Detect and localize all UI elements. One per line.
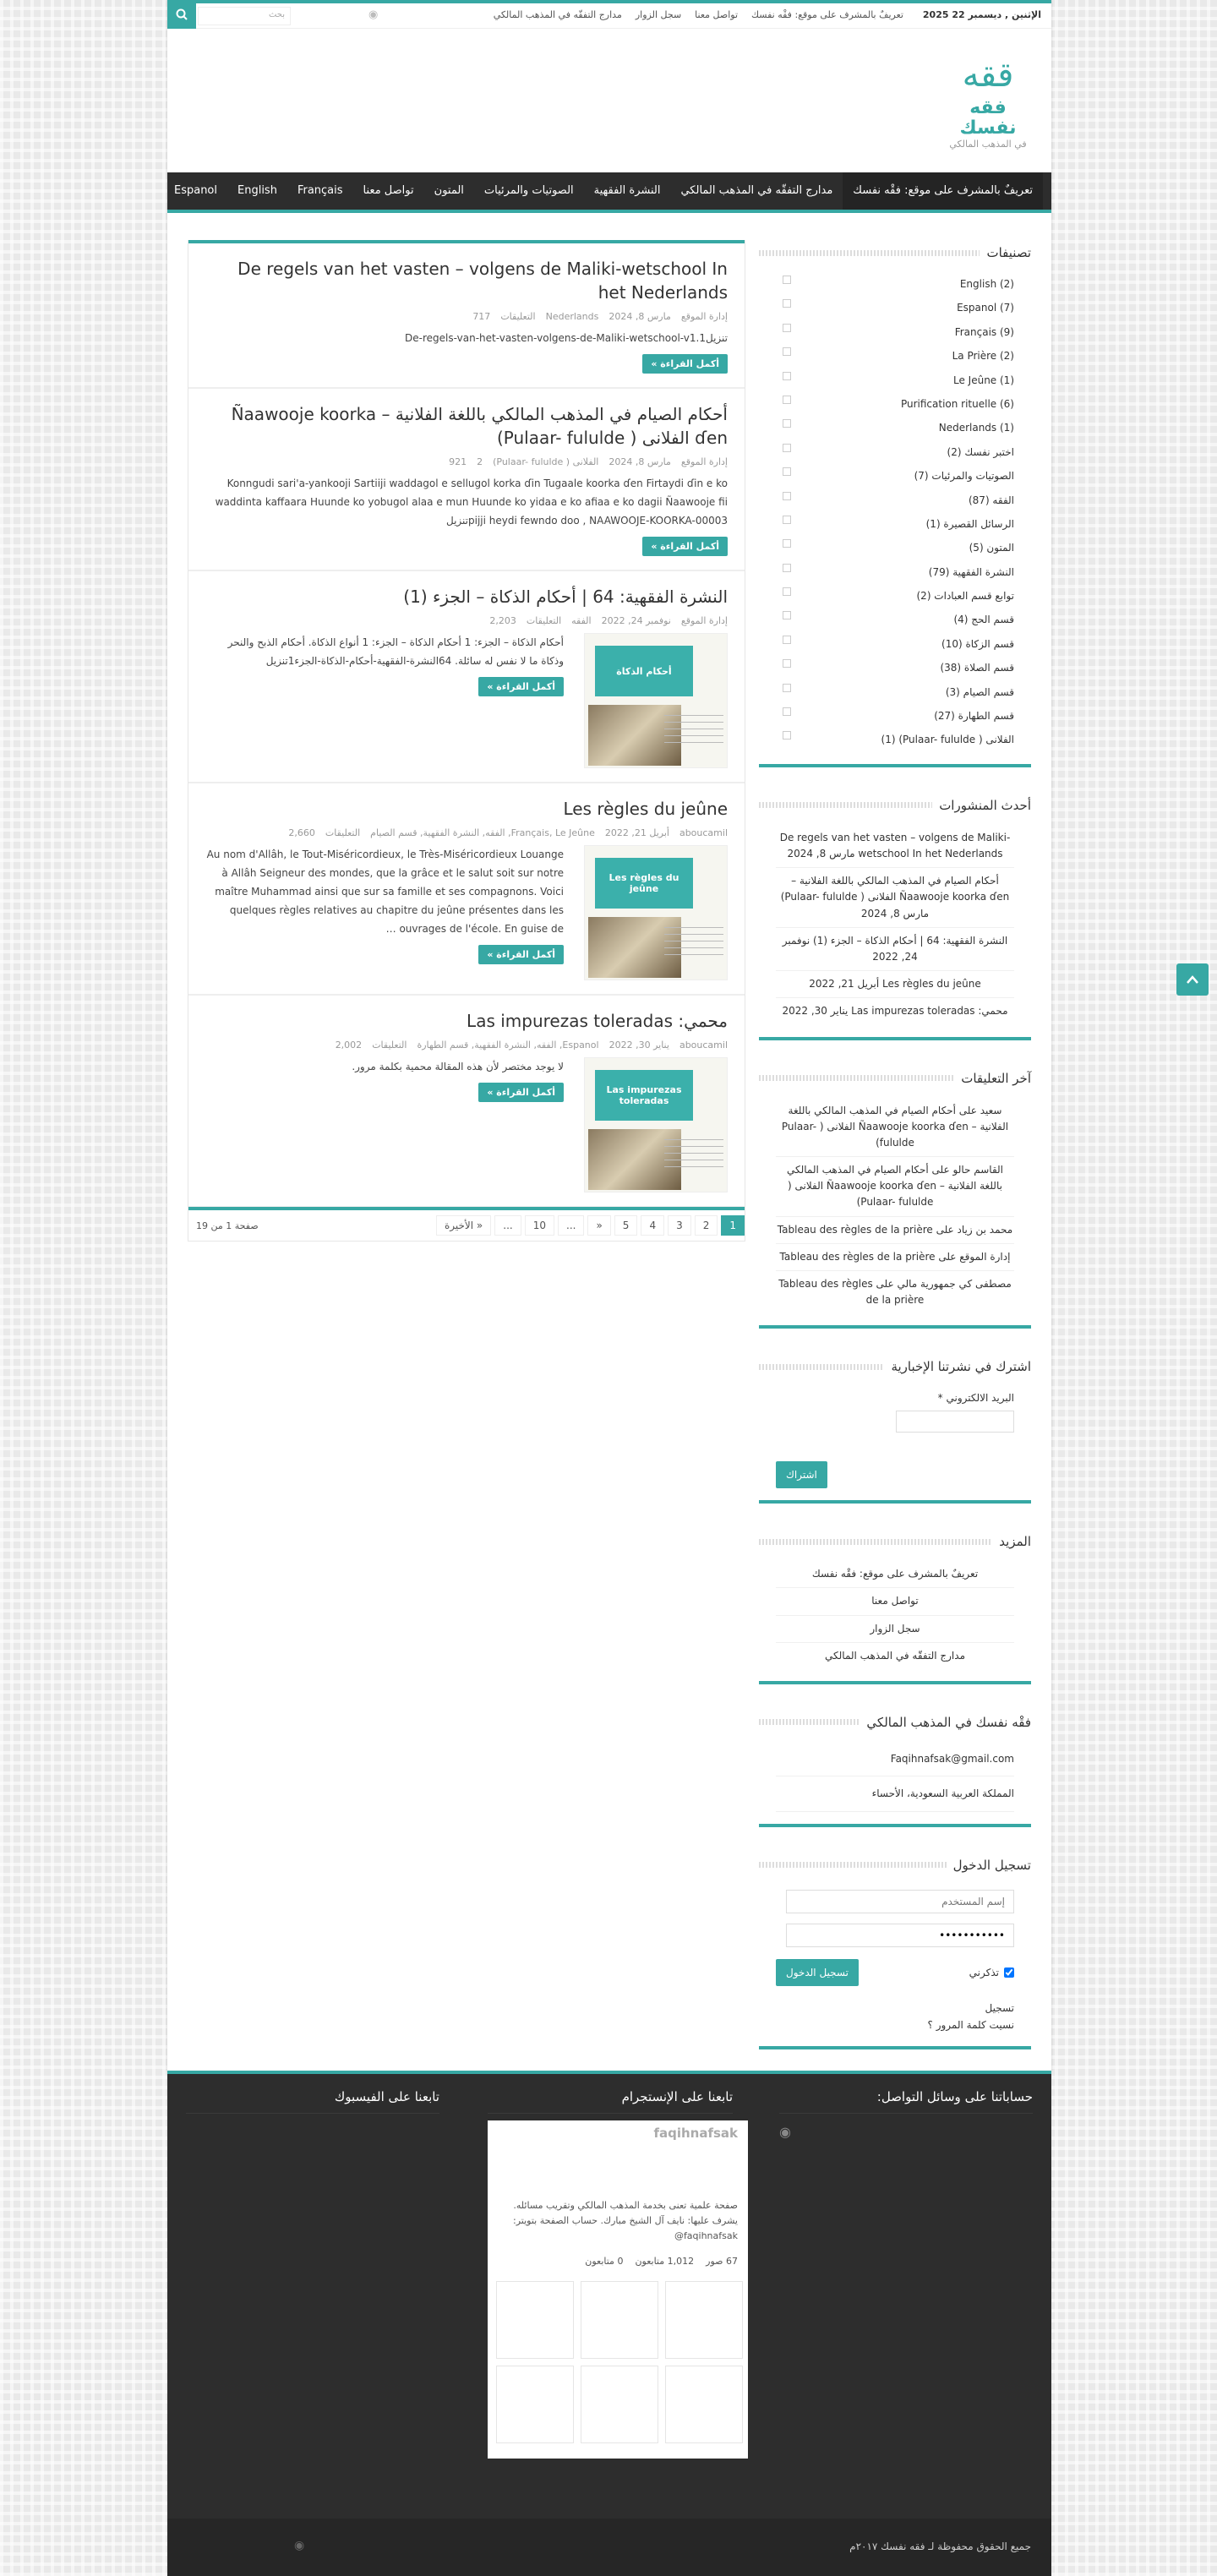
- post-excerpt[interactable]: تنزيلDe-regels-van-het-vasten-volgens-de-Maliki-wetschool-v1.1: [405, 332, 728, 344]
- category-label: قسم الصلاة (38): [940, 662, 1014, 674]
- nav-item[interactable]: النشرة الفقهية: [593, 184, 661, 197]
- nav-item[interactable]: مدارج التفقّه في المذهب المالكي: [680, 184, 833, 197]
- category-item[interactable]: [776, 368, 1014, 392]
- email-label: البريد الالكتروني *: [937, 1392, 1014, 1405]
- read-more-button[interactable]: أكمل القراءة »: [478, 677, 564, 696]
- checkbox-icon: [783, 587, 791, 596]
- instagram-posts: 67 صور: [706, 2256, 738, 2267]
- instagram-photo[interactable]: [665, 2281, 743, 2359]
- nav-item[interactable]: تعريفٌ بالمشرف على موقع: فقْه نفسك: [843, 172, 1043, 210]
- category-label: Nederlands (1): [938, 422, 1014, 434]
- category-label: المتون (5): [969, 542, 1014, 554]
- read-more-button[interactable]: أكمل القراءة »: [642, 354, 728, 374]
- remember-checkbox[interactable]: [1004, 1967, 1014, 1978]
- widget-title: المزيد: [759, 1529, 1031, 1558]
- category-label: الصوتيات والمرئيات (7): [914, 470, 1014, 483]
- footer-facebook: [186, 2089, 439, 2114]
- category-item[interactable]: [776, 464, 1014, 488]
- instagram-stats: [585, 2256, 738, 2267]
- page-link[interactable]: 2: [695, 1215, 718, 1236]
- subscribe-button[interactable]: اشتراك: [776, 1461, 827, 1488]
- post-date: أبريل 21, 2022: [604, 827, 669, 838]
- read-more-button[interactable]: أكمل القراءة »: [478, 945, 564, 964]
- contact-email[interactable]: Faqihnafsak@gmail.com: [776, 1742, 1014, 1776]
- post-views: 717: [472, 311, 491, 322]
- instagram-photo[interactable]: [496, 2366, 574, 2443]
- read-more-button[interactable]: أكمل القراءة »: [478, 1083, 564, 1102]
- checkbox-icon: [783, 492, 791, 500]
- category-label: Le Jeûne (1): [953, 374, 1014, 386]
- post-comments[interactable]: التعليقات: [526, 615, 562, 626]
- copyright-bar: [167, 2519, 1051, 2576]
- post-author[interactable]: إدارة الموقع: [680, 615, 728, 626]
- footer-social: [779, 2089, 1033, 2140]
- post-item: [188, 995, 745, 1207]
- post-excerpt: Au nom d'Allâh, le Tout-Miséricordieux, le Très-Miséricordieux Louange à Allâh Seigneur des mondes, que la grâce et le salut soit sur notre maître Muhammad ainsi que sur sa famille et ses compagnons. Voici quelques règles relatives au chapitre du jeûne présentes dans les ouvrages de l'école. En guise de …: [206, 849, 564, 935]
- comment-item[interactable]: إدارة الموقع على Tableau des règles de la prière: [776, 1244, 1014, 1271]
- post-comments[interactable]: التعليقات: [325, 827, 361, 838]
- sidebar: [759, 240, 1031, 2075]
- checkbox-icon: [783, 611, 791, 619]
- nav-item[interactable]: Français: [297, 184, 343, 197]
- footer-instagram: [488, 2089, 738, 2459]
- recent-list: [759, 821, 1031, 1037]
- footer: [167, 2071, 1051, 2519]
- thumbnail-text-lines: [664, 1139, 723, 1173]
- recent-post-item[interactable]: محمي: Las impurezas toleradas يناير 30, 2022: [782, 1005, 1008, 1018]
- more-link-item[interactable]: سجل الزوار: [776, 1616, 1014, 1643]
- page-link[interactable]: 4: [641, 1215, 664, 1236]
- post-author[interactable]: إدارة الموقع: [680, 456, 728, 467]
- thumbnail-title: Les règles du jeûne: [595, 858, 693, 909]
- checkbox-icon: [783, 731, 791, 740]
- checkbox-icon: [783, 684, 791, 692]
- post-author[interactable]: إدارة الموقع: [680, 311, 728, 322]
- post-meta: [205, 456, 728, 467]
- page-link[interactable]: 10: [525, 1215, 554, 1236]
- category-label: Espanol (7): [957, 302, 1014, 314]
- top-bar: [167, 0, 1051, 29]
- category-label: النشرة الفقهية (79): [928, 565, 1014, 578]
- widget-title: تسجيل الدخول: [759, 1853, 1031, 1881]
- category-label: La Prière (2): [952, 350, 1014, 363]
- category-list: [759, 269, 1031, 764]
- post-thumbnail[interactable]: [584, 845, 728, 980]
- category-label: قسم الزكاة (10): [941, 637, 1014, 650]
- post-views: 921: [449, 456, 467, 467]
- category-label: توابع قسم العبادات (2): [916, 590, 1014, 603]
- remember-label: تذكرني: [969, 1966, 999, 1978]
- post-item: [188, 388, 745, 570]
- site-logo[interactable]: [941, 52, 1034, 150]
- post-excerpt: أحكام الذكاة – الجزء: 1 أحكام الذكاة – الجزء: 1 أنواع الذكاة. أحكام الذبح والنحر وذكاة ما لا نفس له سائلة. 64النشرة-الفقهية-أحكام-الذكاة-الجزء1تنزيل: [227, 636, 564, 667]
- recent-post-item[interactable]: Les règles du jeûne أبريل 21, 2022: [776, 971, 1014, 998]
- post-views: 2,203: [489, 615, 516, 626]
- category-label: الفلانى ( Pulaar- fululde) (1): [881, 734, 1014, 746]
- search-input[interactable]: بحث: [198, 7, 291, 25]
- page-ellipsis: ...: [558, 1215, 584, 1236]
- recent-posts-widget: [759, 793, 1031, 1040]
- comment-item[interactable]: سعيد على أحكام الصيام في المذهب المالكي باللغة الفلانية – Ñaawooje koorka ɗen الفلانى ( Pulaar- fululde): [776, 1098, 1014, 1158]
- post-item: [188, 783, 745, 995]
- category-item[interactable]: [776, 320, 1014, 344]
- post-date: مارس 8, 2024: [608, 456, 671, 467]
- post-excerpt: لا يوجد مختصر لأن هذه المقالة محمية بكلمة مرور.: [352, 1061, 564, 1072]
- logo-subtitle: في المذهب المالكي: [949, 139, 1027, 150]
- page-link[interactable]: 1: [721, 1215, 745, 1236]
- category-item[interactable]: [776, 512, 1014, 536]
- post-date: مارس 8, 2024: [608, 311, 671, 322]
- checkbox-icon: [783, 396, 791, 404]
- instagram-photo[interactable]: [581, 2366, 658, 2443]
- post-thumbnail[interactable]: [584, 1057, 728, 1192]
- top-menu: [494, 9, 903, 20]
- post-title[interactable]: Les règles du jeûne: [563, 799, 728, 819]
- category-label: الرسائل القصيرة (1): [925, 517, 1014, 530]
- footer-title: حساباتنا على وسائل التواصل:: [779, 2089, 1033, 2114]
- category-label: English (2): [959, 278, 1014, 290]
- category-item[interactable]: [776, 584, 1014, 608]
- more-link-item[interactable]: تواصل معنا: [776, 1588, 1014, 1615]
- instagram-photo[interactable]: [665, 2366, 743, 2443]
- contact-address: المملكة العربية السعودية، الأحساء: [776, 1776, 1014, 1811]
- comments-list: [759, 1094, 1031, 1326]
- thumbnail-title: Las impurezas toleradas: [595, 1070, 693, 1121]
- post-comments[interactable]: التعليقات: [372, 1040, 407, 1051]
- category-item[interactable]: [776, 560, 1014, 584]
- category-item[interactable]: [776, 272, 1014, 296]
- checkbox-icon: [783, 419, 791, 428]
- post-category[interactable]: Nederlands: [545, 311, 599, 322]
- widget-title: آخر التعليقات: [759, 1066, 1031, 1094]
- post-author[interactable]: aboucamil: [679, 827, 728, 838]
- post-meta: [205, 1040, 728, 1051]
- page-link[interactable]: »: [587, 1215, 610, 1236]
- page-last[interactable]: الأخيرة »: [436, 1215, 491, 1236]
- post-title[interactable]: أحكام الصيام في المذهب المالكي باللغة الفلانية – Ñaawooje koorka ɗen الفلانى ( Pulaar- fululde): [231, 404, 728, 448]
- widget-title: اشترك في نشرتنا الإخبارية: [759, 1354, 1031, 1383]
- category-item[interactable]: [776, 296, 1014, 319]
- main-nav: [167, 172, 1051, 213]
- instagram-following: 0 متابعون: [585, 2256, 624, 2267]
- post-category[interactable]: الفقه: [571, 615, 592, 626]
- checkbox-icon: [783, 636, 791, 644]
- post-comments[interactable]: التعليقات: [500, 311, 536, 322]
- category-item[interactable]: [776, 344, 1014, 368]
- top-menu-item[interactable]: سجل الزوار: [635, 9, 682, 20]
- post-category[interactable]: الفلانى ( Pulaar- fululde): [493, 456, 599, 467]
- category-label: الفقه (87): [968, 494, 1014, 506]
- thumbnail-title: أحكام الذكاة: [595, 646, 693, 696]
- info-widget: [759, 1710, 1031, 1827]
- checkbox-icon: [783, 707, 791, 716]
- category-label: قسم الطهارة (27): [934, 710, 1014, 723]
- more-link-item[interactable]: تعريفٌ بالمشرف على موقع: فقْه نفسك: [776, 1561, 1014, 1588]
- checkbox-icon: [783, 276, 791, 284]
- email-field[interactable]: [896, 1411, 1014, 1433]
- pagination: [188, 1207, 745, 1241]
- login-widget: [759, 1853, 1031, 2049]
- nav-item[interactable]: تواصل معنا: [363, 184, 414, 197]
- search-icon[interactable]: [167, 0, 196, 29]
- forgot-password-link[interactable]: نسيت كلمة المرور ؟: [927, 2019, 1014, 2032]
- page-link[interactable]: 3: [668, 1215, 691, 1236]
- post-views: 2,002: [335, 1040, 363, 1051]
- login-button[interactable]: تسجيل الدخول: [776, 1959, 859, 1986]
- page-link[interactable]: 5: [614, 1215, 638, 1236]
- category-item[interactable]: [776, 392, 1014, 416]
- recent-post-item[interactable]: De regels van het vasten – volgens de Maliki-wetschool In het Nederlands مارس 8, 2024: [776, 825, 1014, 868]
- more-link-item[interactable]: مدارج التفقّه في المذهب المالكي: [825, 1649, 965, 1662]
- instagram-widget[interactable]: [488, 2120, 748, 2459]
- post-item: [188, 570, 745, 783]
- category-item[interactable]: [776, 536, 1014, 559]
- newsletter-widget: [759, 1354, 1031, 1504]
- scroll-to-top-button[interactable]: [1176, 963, 1209, 996]
- copyright-text: جميع الحقوق محفوظة لـ فقه نفسك ٢٠١٧م: [849, 2541, 1031, 2552]
- post-category[interactable]: Français, Le Jeûne, الفقه, النشرة الفقهية, قسم الصيام: [370, 827, 595, 838]
- password-input[interactable]: [786, 1924, 1014, 1947]
- post-title[interactable]: محمي: Las impurezas toleradas: [467, 1011, 728, 1031]
- checkbox-icon: [783, 539, 791, 548]
- instagram-photo[interactable]: [581, 2281, 658, 2359]
- post-author[interactable]: aboucamil: [679, 1040, 728, 1051]
- read-more-button[interactable]: أكمل القراءة »: [642, 537, 728, 556]
- post-excerpt: Konngudi sari'a-yankooji Sartiiji waddagol e sellugol korka ɗin Tugaale koorka ɗen Firtaydi ɗin e ko waddinta kaffaara Huunde ko yobugol alaa e mun Huunde ko yidaa e ko afiaa e ko dagii Ñaawooje fii pijji heydi fewndo doo , NAAWOOJE-KOORKA-00003تنزيل: [215, 478, 728, 527]
- comment-item[interactable]: القاسم حالو على أحكام الصيام في المذهب المالكي باللغة الفلانية – Ñaawooje koorka ɗen الفلانى ( Pulaar- fululde): [776, 1157, 1014, 1217]
- comment-item[interactable]: مصطفى كي جمهورية مالي على Tableau des règles de la prière: [778, 1278, 1012, 1307]
- checkbox-icon: [783, 299, 791, 308]
- current-date: الإثنين , ديسمبر 22 2025: [922, 9, 1041, 20]
- category-label: Purification rituelle (6): [900, 397, 1014, 410]
- post-date: نوفمبر 24, 2022: [601, 615, 671, 626]
- category-label: قسم الصيام (3): [945, 685, 1014, 698]
- thumbnail-text-lines: [664, 927, 723, 961]
- category-item[interactable]: [776, 488, 1014, 512]
- category-item[interactable]: [776, 656, 1014, 679]
- rss-icon[interactable]: ◉: [779, 2124, 791, 2140]
- page-ellipsis: ...: [494, 1215, 521, 1236]
- nav-item[interactable]: المتون: [434, 184, 464, 197]
- checkbox-icon: [783, 444, 791, 452]
- post-category[interactable]: Espanol, الفقه, النشرة الفقهية, قسم الطهارة: [417, 1040, 599, 1051]
- more-widget: [759, 1529, 1031, 1684]
- footer-title: تابعنا على الإنستجرام: [488, 2089, 733, 2114]
- post-thumbnail[interactable]: [584, 633, 728, 768]
- instagram-followers: 1,012 متابعون: [635, 2256, 695, 2267]
- categories-widget: [759, 240, 1031, 767]
- checkbox-icon: [783, 659, 791, 668]
- recent-post-item[interactable]: أحكام الصيام في المذهب المالكي باللغة الفلانية – Ñaawooje koorka ɗen الفلانى ( Pulaar- fululde) مارس 8, 2024: [776, 868, 1014, 928]
- logo-name: فقه نفسك: [959, 97, 1017, 139]
- post-title[interactable]: النشرة الفقهية: 64 | أحكام الذكاة – الجزء (1): [403, 587, 728, 607]
- logo-mark: ققه: [962, 56, 1014, 95]
- top-menu-item[interactable]: تواصل معنا: [695, 9, 739, 20]
- username-input[interactable]: [786, 1890, 1014, 1913]
- widget-title: فقْه نفسك في المذهب المالكي: [759, 1710, 1031, 1738]
- nav-item[interactable]: الصوتيات والمرئيات: [483, 184, 574, 197]
- category-label: قسم الحج (4): [953, 614, 1014, 626]
- page-wrapper: [167, 0, 1051, 2071]
- post-item: [188, 240, 745, 388]
- page-count: صفحة 1 من 19: [196, 1220, 259, 1231]
- post-meta: [205, 827, 728, 838]
- checkbox-icon: [783, 516, 791, 524]
- category-label: Français (9): [954, 325, 1014, 338]
- nav-item[interactable]: English: [237, 184, 277, 197]
- top-menu-item[interactable]: مدارج التفقّه في المذهب المالكي: [493, 9, 622, 20]
- more-links: [759, 1558, 1031, 1681]
- footer-title: تابعنا على الفيسبوك: [186, 2089, 439, 2114]
- instagram-name[interactable]: faqihnafsak: [653, 2126, 738, 2141]
- category-item[interactable]: [776, 440, 1014, 464]
- category-item[interactable]: [776, 728, 1014, 751]
- checkbox-icon: [783, 347, 791, 356]
- comment-item[interactable]: محمد بن زياد على Tableau des règles de la prière: [776, 1217, 1014, 1244]
- checkbox-icon: [783, 372, 791, 380]
- post-meta: [205, 311, 728, 322]
- instagram-grid: [493, 2281, 743, 2443]
- post-list: [188, 240, 745, 1242]
- recent-post-item[interactable]: النشرة الفقهية: 64 | أحكام الذكاة – الجزء (1) نوفمبر 24, 2022: [776, 928, 1014, 971]
- post-date: يناير 30, 2022: [608, 1040, 669, 1051]
- category-item[interactable]: [776, 416, 1014, 439]
- widget-title: أحدث المنشورات: [759, 793, 1031, 821]
- register-link[interactable]: تسجيل: [985, 2002, 1014, 2015]
- post-meta: [205, 615, 728, 626]
- checkbox-icon: [783, 467, 791, 476]
- post-comments[interactable]: 2: [477, 456, 483, 467]
- instagram-description: صفحة علمية تعنى بخدمة المذهب المالكي وتقريب مسائله. يشرف عليها: نايف آل الشيخ مبارك. حساب الصفحة بتويتر: faqihnafsak@: [512, 2200, 738, 2241]
- rss-icon[interactable]: ◉: [368, 8, 379, 21]
- category-label: اختبر نفسك (2): [947, 445, 1014, 458]
- category-item[interactable]: [776, 680, 1014, 704]
- rss-icon[interactable]: ◉: [294, 2539, 305, 2552]
- category-item[interactable]: [776, 704, 1014, 728]
- checkbox-icon: [783, 564, 791, 572]
- post-title[interactable]: De regels van het vasten – volgens de Maliki-wetschool In het Nederlands: [237, 259, 728, 303]
- instagram-photo[interactable]: [496, 2281, 574, 2359]
- post-views: 2,660: [288, 827, 315, 838]
- nav-item[interactable]: Espanol: [173, 184, 217, 197]
- recent-comments-widget: [759, 1066, 1031, 1329]
- category-item[interactable]: [776, 632, 1014, 656]
- top-menu-item[interactable]: تعريفٌ بالمشرف على موقع: فقْه نفسك: [751, 9, 903, 20]
- widget-title: تصنيفات: [759, 240, 1031, 269]
- checkbox-icon: [783, 324, 791, 332]
- category-item[interactable]: [776, 608, 1014, 631]
- thumbnail-text-lines: [664, 715, 723, 749]
